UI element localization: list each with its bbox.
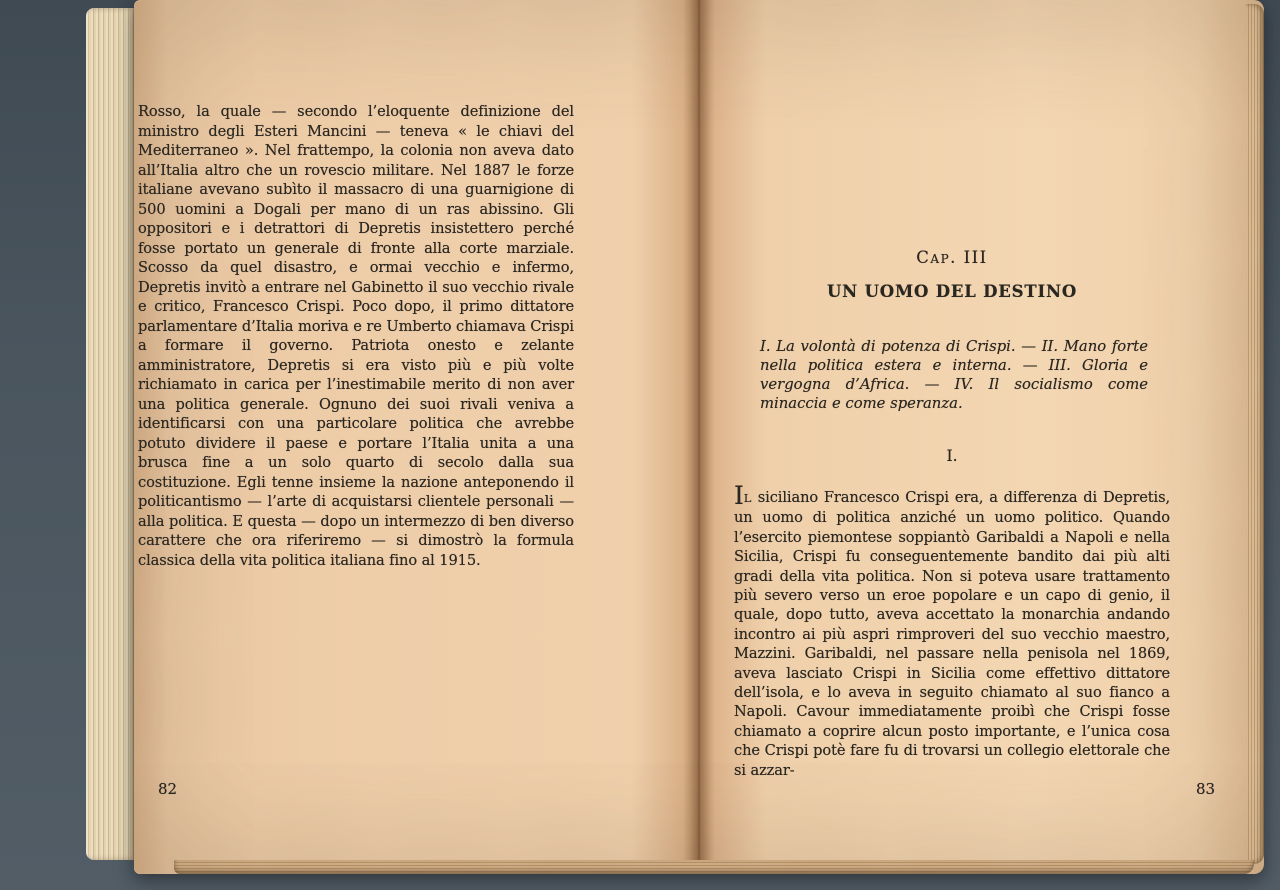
chapter-label: Cap. III (916, 248, 988, 267)
paragraph-lead-capital: L (743, 491, 752, 505)
paragraph-initial-capital: I (734, 481, 744, 510)
chapter-title: UN UOMO DEL DESTINO (826, 282, 1078, 301)
chapter-summary: I. La volontà di potenza di Crispi. — II. Mano forte nella politica estera e interna. — III. Gloria e vergogna d’Africa. — IV. Il socialismo come minaccia e come speranza. (760, 338, 1148, 412)
right-page-number: 83 (1196, 780, 1216, 798)
book-gutter-shadow (683, 0, 715, 874)
right-page-body-text (734, 483, 1170, 780)
left-page-body-text: Rosso, la quale — secondo l’eloquente definizione del ministro degli Esteri Mancini — teneva « le chiavi del Mediterraneo ». Nel frattempo, la colonia non aveva dato all’Italia altro che un rovescio militare. Nel 1887 le forze italiane avevano subìto il massacro di una guarnigione di 500 uomini a Dogali per mano di un ras abissino. Gli oppositori e i detrattori di Depretis insistettero perché fosse portato un generale di fronte alla corte marziale. Scosso da quel disastro, e ormai vecchio e infermo, Depretis invitò a entrare nel Gabinetto il suo vecchio rivale e critico, Francesco Crispi. Poco dopo, il primo dittatore parlamentare d’Italia moriva e re Umberto chiamava Crispi a formare il governo. Patriota onesto e zelante amministratore, Depretis si era visto più e più volte richiamato in carica per l’inestimabile merito di non aver una politica generale. Ognuno dei suoi rivali veniva a identificarsi con una particolare politica che avrebbe potuto dividere il paese e portare l’Italia unita a una brusca fine a un solo quarto di secolo dalla sua costituzione. Egli tenne insieme la nazione anteponendo il politicantismo — l’arte di acquistarsi clientele personali — alla politica. E questa — dopo un intermezzo di ben diverso carattere che ora riferiremo — si dimostrò la formula classica della vita politica italiana fino al 1915. (138, 103, 574, 569)
right-page-content (734, 248, 1170, 780)
left-page-number: 82 (158, 780, 178, 798)
section-number: I. (946, 447, 958, 465)
right-page-fore-edge (1246, 4, 1264, 864)
bottom-page-edge (174, 860, 1254, 874)
left-page-fore-edge (86, 8, 136, 860)
paragraph-text: siciliano Francesco Crispi era, a differenza di Depretis, un uomo di politica anziché un uomo politico. Quando l’esercito piemontese soppiantò Garibaldi a Napoli e nella Sicilia, Crispi fu conseguentemente bandito dai più alti gradi della vita politica. Non si poteva usare trattamento più severo verso un eroe popolare e un capo di genio, il quale, dopo tutto, aveva accettato la monarchia andando incontro ai più aspri rimproveri del suo vecchio maestro, Mazzini. Garibaldi, nel passare nella penisola nel 1869, aveva lasciato Crispi in Sicilia come effettivo dittatore dell’isola, e lo aveva in seguito chiamato al suo fianco a Napoli. Cavour immediatamente proibì che Crispi fosse chiamato a coprire alcun posto importante, e l’unica cosa che Crispi potè fare fu di trovarsi un collegio elettorale che si azzar- (734, 489, 1170, 779)
